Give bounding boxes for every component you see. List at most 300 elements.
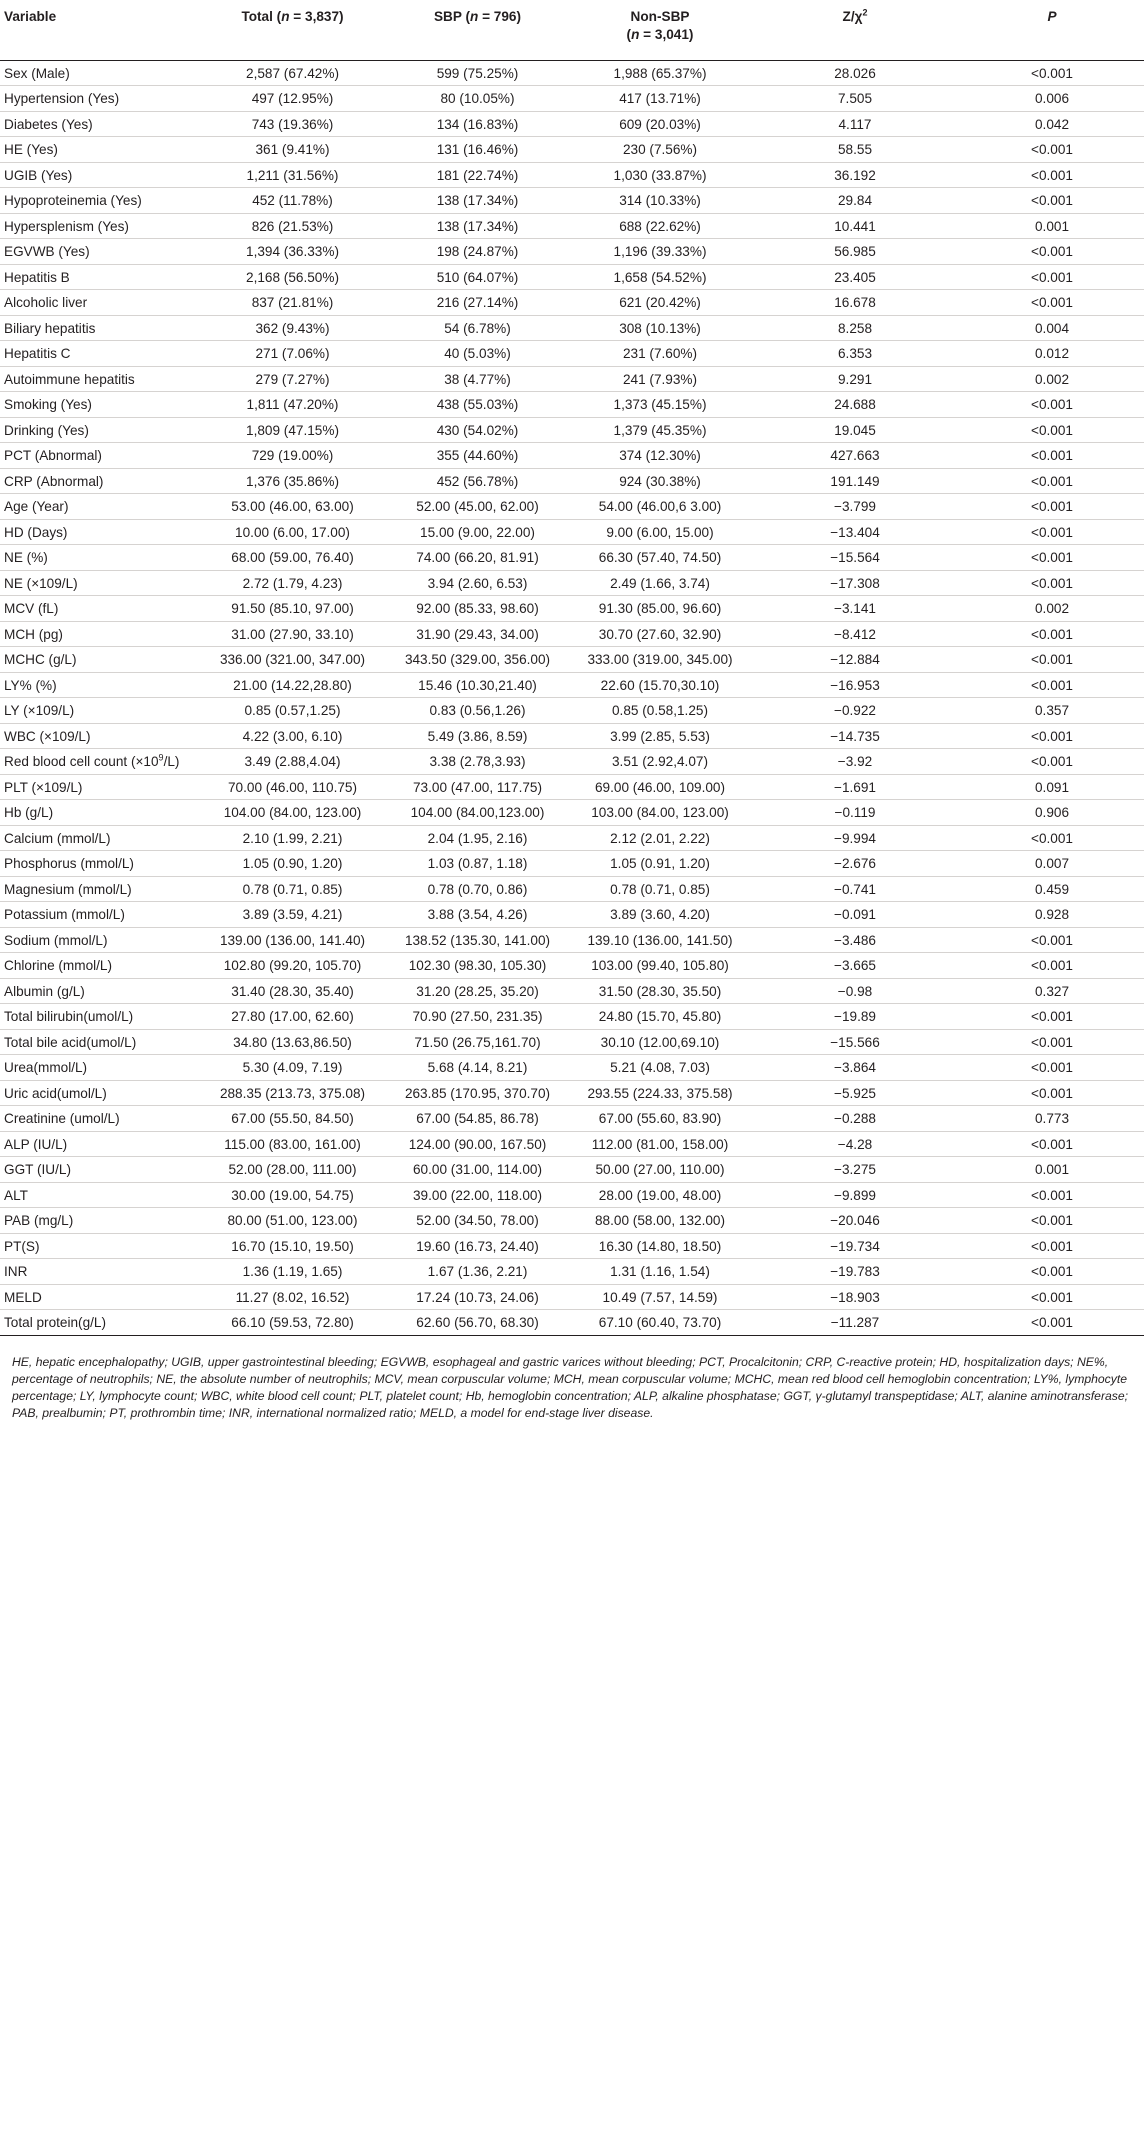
- cell-total: 271 (7.06%): [200, 341, 385, 367]
- cell-statistic: 4.117: [750, 111, 960, 137]
- cell-statistic: 9.291: [750, 366, 960, 392]
- cell-sbp: 80 (10.05%): [385, 86, 570, 112]
- cell-p-value: 0.007: [960, 851, 1144, 877]
- cell-p-value: 0.042: [960, 111, 1144, 137]
- cell-non-sbp: 91.30 (85.00, 96.60): [570, 596, 750, 622]
- cell-statistic: −18.903: [750, 1284, 960, 1310]
- cell-total: 1,809 (47.15%): [200, 417, 385, 443]
- cell-total: 67.00 (55.50, 84.50): [200, 1106, 385, 1132]
- cell-variable: MELD: [0, 1284, 200, 1310]
- cell-non-sbp: 67.00 (55.60, 83.90): [570, 1106, 750, 1132]
- table-row: [0, 86, 1144, 112]
- cell-total: 1,811 (47.20%): [200, 392, 385, 418]
- table-row: [0, 264, 1144, 290]
- cell-p-value: 0.357: [960, 698, 1144, 724]
- cell-sbp: 138 (17.34%): [385, 213, 570, 239]
- cell-statistic: 7.505: [750, 86, 960, 112]
- table-row: [0, 851, 1144, 877]
- cell-p-value: <0.001: [960, 1182, 1144, 1208]
- cell-statistic: −17.308: [750, 570, 960, 596]
- cell-sbp: 0.78 (0.70, 0.86): [385, 876, 570, 902]
- cell-variable: CRP (Abnormal): [0, 468, 200, 494]
- cell-p-value: <0.001: [960, 417, 1144, 443]
- cell-statistic: −3.665: [750, 953, 960, 979]
- table-row: [0, 723, 1144, 749]
- cell-sbp: 92.00 (85.33, 98.60): [385, 596, 570, 622]
- cell-statistic: −0.98: [750, 978, 960, 1004]
- cell-non-sbp: 0.85 (0.58,1.25): [570, 698, 750, 724]
- cell-total: 279 (7.27%): [200, 366, 385, 392]
- cell-variable: Urea(mmol/L): [0, 1055, 200, 1081]
- cell-p-value: <0.001: [960, 672, 1144, 698]
- cell-variable: EGVWB (Yes): [0, 239, 200, 265]
- cell-non-sbp: 54.00 (46.00,6 3.00): [570, 494, 750, 520]
- table-row: [0, 137, 1144, 163]
- cell-total: 91.50 (85.10, 97.00): [200, 596, 385, 622]
- table-row: [0, 953, 1144, 979]
- cell-p-value: 0.459: [960, 876, 1144, 902]
- cell-non-sbp: 69.00 (46.00, 109.00): [570, 774, 750, 800]
- cell-total: 102.80 (99.20, 105.70): [200, 953, 385, 979]
- cell-sbp: 343.50 (329.00, 356.00): [385, 647, 570, 673]
- cell-statistic: −12.884: [750, 647, 960, 673]
- table-row: [0, 1259, 1144, 1285]
- cell-p-value: <0.001: [960, 1131, 1144, 1157]
- cell-sbp: 1.03 (0.87, 1.18): [385, 851, 570, 877]
- cell-variable: Hepatitis B: [0, 264, 200, 290]
- cell-statistic: −19.783: [750, 1259, 960, 1285]
- table-row: [0, 366, 1144, 392]
- cell-statistic: 6.353: [750, 341, 960, 367]
- table-row: [0, 927, 1144, 953]
- cell-variable: Hb (g/L): [0, 800, 200, 826]
- cell-non-sbp: 9.00 (6.00, 15.00): [570, 519, 750, 545]
- cell-p-value: <0.001: [960, 188, 1144, 214]
- cell-p-value: <0.001: [960, 621, 1144, 647]
- cell-sbp: 54 (6.78%): [385, 315, 570, 341]
- cell-variable: Hepatitis C: [0, 341, 200, 367]
- cell-total: 1,376 (35.86%): [200, 468, 385, 494]
- cell-total: 30.00 (19.00, 54.75): [200, 1182, 385, 1208]
- cell-sbp: 73.00 (47.00, 117.75): [385, 774, 570, 800]
- cell-non-sbp: 621 (20.42%): [570, 290, 750, 316]
- cell-sbp: 438 (55.03%): [385, 392, 570, 418]
- cell-variable: Hypoproteinemia (Yes): [0, 188, 200, 214]
- table-row: [0, 1233, 1144, 1259]
- table-row: [0, 468, 1144, 494]
- cell-non-sbp: 30.70 (27.60, 32.90): [570, 621, 750, 647]
- cell-total: 80.00 (51.00, 123.00): [200, 1208, 385, 1234]
- cell-sbp: 102.30 (98.30, 105.30): [385, 953, 570, 979]
- cell-statistic: −0.922: [750, 698, 960, 724]
- cell-statistic: −0.741: [750, 876, 960, 902]
- cell-sbp: 198 (24.87%): [385, 239, 570, 265]
- cell-variable: HD (Days): [0, 519, 200, 545]
- cell-statistic: −0.119: [750, 800, 960, 826]
- header-total: Total (n = 3,837): [200, 0, 385, 60]
- table-row: [0, 672, 1144, 698]
- table-row: [0, 1080, 1144, 1106]
- cell-total: 452 (11.78%): [200, 188, 385, 214]
- cell-total: 826 (21.53%): [200, 213, 385, 239]
- table-row: [0, 1284, 1144, 1310]
- cell-non-sbp: 67.10 (60.40, 73.70): [570, 1310, 750, 1336]
- cell-statistic: 191.149: [750, 468, 960, 494]
- cell-sbp: 0.83 (0.56,1.26): [385, 698, 570, 724]
- cell-variable: Diabetes (Yes): [0, 111, 200, 137]
- cell-non-sbp: 1,658 (54.52%): [570, 264, 750, 290]
- cell-statistic: −3.92: [750, 749, 960, 775]
- table-row: [0, 341, 1144, 367]
- cell-p-value: 0.012: [960, 341, 1144, 367]
- cell-sbp: 452 (56.78%): [385, 468, 570, 494]
- table-row: [0, 570, 1144, 596]
- cell-sbp: 52.00 (34.50, 78.00): [385, 1208, 570, 1234]
- cell-p-value: <0.001: [960, 1284, 1144, 1310]
- cell-sbp: 5.68 (4.14, 8.21): [385, 1055, 570, 1081]
- cell-p-value: 0.906: [960, 800, 1144, 826]
- table-row: [0, 647, 1144, 673]
- cell-non-sbp: 24.80 (15.70, 45.80): [570, 1004, 750, 1030]
- cell-total: 361 (9.41%): [200, 137, 385, 163]
- cell-p-value: 0.928: [960, 902, 1144, 928]
- cell-statistic: −15.566: [750, 1029, 960, 1055]
- cell-p-value: 0.001: [960, 213, 1144, 239]
- cell-non-sbp: 1,196 (39.33%): [570, 239, 750, 265]
- cell-sbp: 131 (16.46%): [385, 137, 570, 163]
- cell-sbp: 124.00 (90.00, 167.50): [385, 1131, 570, 1157]
- table-row: [0, 902, 1144, 928]
- cell-variable: NE (%): [0, 545, 200, 571]
- table-row: [0, 239, 1144, 265]
- cell-statistic: 58.55: [750, 137, 960, 163]
- table-row: [0, 315, 1144, 341]
- cell-sbp: 134 (16.83%): [385, 111, 570, 137]
- cell-statistic: −3.864: [750, 1055, 960, 1081]
- table-row: [0, 774, 1144, 800]
- cell-total: 21.00 (14.22,28.80): [200, 672, 385, 698]
- cell-sbp: 5.49 (3.86, 8.59): [385, 723, 570, 749]
- cell-variable: Albumin (g/L): [0, 978, 200, 1004]
- table-row: [0, 1182, 1144, 1208]
- cell-non-sbp: 3.89 (3.60, 4.20): [570, 902, 750, 928]
- cell-total: 16.70 (15.10, 19.50): [200, 1233, 385, 1259]
- cell-statistic: −13.404: [750, 519, 960, 545]
- cell-p-value: <0.001: [960, 1233, 1144, 1259]
- cell-sbp: 138.52 (135.30, 141.00): [385, 927, 570, 953]
- cell-non-sbp: 230 (7.56%): [570, 137, 750, 163]
- table-header: [0, 0, 1144, 60]
- cell-sbp: 355 (44.60%): [385, 443, 570, 469]
- cell-sbp: 3.94 (2.60, 6.53): [385, 570, 570, 596]
- cell-non-sbp: 139.10 (136.00, 141.50): [570, 927, 750, 953]
- cell-variable: Sodium (mmol/L): [0, 927, 200, 953]
- cell-sbp: 31.20 (28.25, 35.20): [385, 978, 570, 1004]
- table-row: [0, 60, 1144, 86]
- cell-variable: Age (Year): [0, 494, 200, 520]
- table-row: [0, 417, 1144, 443]
- cell-sbp: 17.24 (10.73, 24.06): [385, 1284, 570, 1310]
- cell-variable: NE (×109/L): [0, 570, 200, 596]
- cell-p-value: 0.004: [960, 315, 1144, 341]
- cell-sbp: 510 (64.07%): [385, 264, 570, 290]
- cell-variable: Smoking (Yes): [0, 392, 200, 418]
- cell-statistic: −19.734: [750, 1233, 960, 1259]
- table-footnote: HE, hepatic encephalopathy; UGIB, upper gastrointestinal bleeding; EGVWB, esophageal and gastric varices without bleeding; PCT, Procalcitonin; CRP, C-reactive protein; HD, hospitalization days; NE%, percentage of neutrophils; NE, the absolute number of neutrophils; MCV, mean corpuscular volume; MCH, mean corpuscular volume; MCHC, mean red blood cell hemoglobin concentration; LY%, lymphocyte percentage; LY, lymphocyte count; WBC, white blood cell count; PLT, platelet count; Hb, hemoglobin concentration; ALP, alkaline phosphatase; GGT, γ-glutamyl transpeptidase; ALT, alanine aminotransferase; PAB, prealbumin; PT, prothrombin time; INR, international normalized ratio; MELD, a model for end-stage liver disease.: [12, 1354, 1129, 1420]
- cell-statistic: −0.288: [750, 1106, 960, 1132]
- cell-statistic: −9.899: [750, 1182, 960, 1208]
- cell-sbp: 71.50 (26.75,161.70): [385, 1029, 570, 1055]
- cell-variable: HE (Yes): [0, 137, 200, 163]
- cell-sbp: 38 (4.77%): [385, 366, 570, 392]
- cell-non-sbp: 5.21 (4.08, 7.03): [570, 1055, 750, 1081]
- cell-variable: LY (×109/L): [0, 698, 200, 724]
- cell-statistic: 23.405: [750, 264, 960, 290]
- cell-variable: WBC (×109/L): [0, 723, 200, 749]
- cell-variable: PAB (mg/L): [0, 1208, 200, 1234]
- cell-sbp: 181 (22.74%): [385, 162, 570, 188]
- cell-variable: Phosphorus (mmol/L): [0, 851, 200, 877]
- table-row: [0, 825, 1144, 851]
- cell-p-value: <0.001: [960, 953, 1144, 979]
- table-row: [0, 1106, 1144, 1132]
- cell-sbp: 599 (75.25%): [385, 60, 570, 86]
- table-row: [0, 1029, 1144, 1055]
- cell-p-value: <0.001: [960, 1208, 1144, 1234]
- cell-p-value: <0.001: [960, 494, 1144, 520]
- cell-variable: Total bile acid(umol/L): [0, 1029, 200, 1055]
- cell-sbp: 39.00 (22.00, 118.00): [385, 1182, 570, 1208]
- cell-variable: INR: [0, 1259, 200, 1285]
- cell-p-value: <0.001: [960, 239, 1144, 265]
- cell-non-sbp: 688 (22.62%): [570, 213, 750, 239]
- cell-sbp: 15.46 (10.30,21.40): [385, 672, 570, 698]
- table-row: [0, 111, 1144, 137]
- cell-total: 4.22 (3.00, 6.10): [200, 723, 385, 749]
- cell-total: 362 (9.43%): [200, 315, 385, 341]
- table-row: [0, 213, 1144, 239]
- cell-non-sbp: 103.00 (84.00, 123.00): [570, 800, 750, 826]
- cell-statistic: −19.89: [750, 1004, 960, 1030]
- cell-sbp: 138 (17.34%): [385, 188, 570, 214]
- cell-non-sbp: 3.99 (2.85, 5.53): [570, 723, 750, 749]
- cell-variable: Total bilirubin(umol/L): [0, 1004, 200, 1030]
- cell-non-sbp: 10.49 (7.57, 14.59): [570, 1284, 750, 1310]
- cell-total: 31.40 (28.30, 35.40): [200, 978, 385, 1004]
- cell-p-value: <0.001: [960, 60, 1144, 86]
- header-sbp: SBP (n = 796): [385, 0, 570, 60]
- cell-non-sbp: 31.50 (28.30, 35.50): [570, 978, 750, 1004]
- header-p-value: P: [960, 0, 1144, 60]
- cell-sbp: 216 (27.14%): [385, 290, 570, 316]
- cell-sbp: 104.00 (84.00,123.00): [385, 800, 570, 826]
- cell-variable: Uric acid(umol/L): [0, 1080, 200, 1106]
- table-row: [0, 1055, 1144, 1081]
- cell-total: 66.10 (59.53, 72.80): [200, 1310, 385, 1336]
- cell-statistic: −4.28: [750, 1131, 960, 1157]
- cell-total: 31.00 (27.90, 33.10): [200, 621, 385, 647]
- table-row: [0, 698, 1144, 724]
- cell-statistic: −1.691: [750, 774, 960, 800]
- table-row: [0, 545, 1144, 571]
- cell-p-value: <0.001: [960, 1259, 1144, 1285]
- cell-non-sbp: 0.78 (0.71, 0.85): [570, 876, 750, 902]
- table-row: [0, 876, 1144, 902]
- cell-p-value: <0.001: [960, 825, 1144, 851]
- cell-non-sbp: 66.30 (57.40, 74.50): [570, 545, 750, 571]
- cell-sbp: 1.67 (1.36, 2.21): [385, 1259, 570, 1285]
- cell-variable: Hypersplenism (Yes): [0, 213, 200, 239]
- cell-statistic: 56.985: [750, 239, 960, 265]
- cell-total: 34.80 (13.63,86.50): [200, 1029, 385, 1055]
- table-row: [0, 162, 1144, 188]
- table-row: [0, 1310, 1144, 1336]
- cell-total: 11.27 (8.02, 16.52): [200, 1284, 385, 1310]
- cell-total: 2,168 (56.50%): [200, 264, 385, 290]
- cell-total: 68.00 (59.00, 76.40): [200, 545, 385, 571]
- cell-variable: UGIB (Yes): [0, 162, 200, 188]
- cell-total: 1,394 (36.33%): [200, 239, 385, 265]
- cell-non-sbp: 16.30 (14.80, 18.50): [570, 1233, 750, 1259]
- cell-non-sbp: 333.00 (319.00, 345.00): [570, 647, 750, 673]
- cell-sbp: 40 (5.03%): [385, 341, 570, 367]
- cell-variable: Alcoholic liver: [0, 290, 200, 316]
- cell-variable: Magnesium (mmol/L): [0, 876, 200, 902]
- cell-total: 3.89 (3.59, 4.21): [200, 902, 385, 928]
- cell-non-sbp: 1,373 (45.15%): [570, 392, 750, 418]
- cell-variable: Potassium (mmol/L): [0, 902, 200, 928]
- cell-non-sbp: 22.60 (15.70,30.10): [570, 672, 750, 698]
- cell-statistic: 29.84: [750, 188, 960, 214]
- cell-p-value: 0.327: [960, 978, 1144, 1004]
- cell-p-value: <0.001: [960, 519, 1144, 545]
- cell-statistic: −15.564: [750, 545, 960, 571]
- cell-p-value: <0.001: [960, 290, 1144, 316]
- cell-statistic: −5.925: [750, 1080, 960, 1106]
- cell-sbp: 67.00 (54.85, 86.78): [385, 1106, 570, 1132]
- cell-non-sbp: 112.00 (81.00, 158.00): [570, 1131, 750, 1157]
- cell-statistic: 427.663: [750, 443, 960, 469]
- cell-variable: Calcium (mmol/L): [0, 825, 200, 851]
- cell-total: 52.00 (28.00, 111.00): [200, 1157, 385, 1183]
- cell-non-sbp: 2.12 (2.01, 2.22): [570, 825, 750, 851]
- cell-p-value: <0.001: [960, 1004, 1144, 1030]
- cell-statistic: −16.953: [750, 672, 960, 698]
- cell-p-value: 0.002: [960, 596, 1144, 622]
- cell-non-sbp: 50.00 (27.00, 110.00): [570, 1157, 750, 1183]
- cell-p-value: <0.001: [960, 570, 1144, 596]
- cell-p-value: 0.002: [960, 366, 1144, 392]
- cell-statistic: −8.412: [750, 621, 960, 647]
- cell-non-sbp: 3.51 (2.92,4.07): [570, 749, 750, 775]
- cell-variable: Biliary hepatitis: [0, 315, 200, 341]
- cell-variable: PCT (Abnormal): [0, 443, 200, 469]
- cell-variable: ALP (IU/L): [0, 1131, 200, 1157]
- cell-sbp: 62.60 (56.70, 68.30): [385, 1310, 570, 1336]
- header-statistic: $Z/\chi^2$: [750, 0, 960, 60]
- cell-total: 0.85 (0.57,1.25): [200, 698, 385, 724]
- cell-non-sbp: 308 (10.13%): [570, 315, 750, 341]
- cell-variable: Autoimmune hepatitis: [0, 366, 200, 392]
- cell-sbp: 19.60 (16.73, 24.40): [385, 1233, 570, 1259]
- cell-non-sbp: 1.05 (0.91, 1.20): [570, 851, 750, 877]
- cell-statistic: −3.275: [750, 1157, 960, 1183]
- cell-sbp: 263.85 (170.95, 370.70): [385, 1080, 570, 1106]
- cell-variable: MCHC (g/L): [0, 647, 200, 673]
- cell-variable: Creatinine (umol/L): [0, 1106, 200, 1132]
- cell-sbp: 70.90 (27.50, 231.35): [385, 1004, 570, 1030]
- cell-non-sbp: 314 (10.33%): [570, 188, 750, 214]
- table-row: [0, 1157, 1144, 1183]
- cell-p-value: <0.001: [960, 137, 1144, 163]
- cell-non-sbp: 293.55 (224.33, 375.58): [570, 1080, 750, 1106]
- table-body: [0, 60, 1144, 1335]
- cell-non-sbp: 374 (12.30%): [570, 443, 750, 469]
- cell-sbp: 430 (54.02%): [385, 417, 570, 443]
- cell-non-sbp: 609 (20.03%): [570, 111, 750, 137]
- cell-non-sbp: 924 (30.38%): [570, 468, 750, 494]
- cell-total: 104.00 (84.00, 123.00): [200, 800, 385, 826]
- cell-statistic: −3.799: [750, 494, 960, 520]
- cell-statistic: 28.026: [750, 60, 960, 86]
- cell-statistic: −20.046: [750, 1208, 960, 1234]
- cell-p-value: <0.001: [960, 723, 1144, 749]
- cell-total: 70.00 (46.00, 110.75): [200, 774, 385, 800]
- table-row: [0, 1004, 1144, 1030]
- cell-variable: Sex (Male): [0, 60, 200, 86]
- cell-p-value: <0.001: [960, 264, 1144, 290]
- table-row: [0, 596, 1144, 622]
- cell-variable: LY% (%): [0, 672, 200, 698]
- cell-non-sbp: 1,988 (65.37%): [570, 60, 750, 86]
- cell-total: 27.80 (17.00, 62.60): [200, 1004, 385, 1030]
- cell-p-value: 0.006: [960, 86, 1144, 112]
- cell-statistic: −0.091: [750, 902, 960, 928]
- cell-non-sbp: 417 (13.71%): [570, 86, 750, 112]
- cell-total: 53.00 (46.00, 63.00): [200, 494, 385, 520]
- cell-total: 2.10 (1.99, 2.21): [200, 825, 385, 851]
- cell-statistic: −9.994: [750, 825, 960, 851]
- cell-statistic: −3.141: [750, 596, 960, 622]
- cell-statistic: −2.676: [750, 851, 960, 877]
- cell-total: 5.30 (4.09, 7.19): [200, 1055, 385, 1081]
- cell-total: 3.49 (2.88,4.04): [200, 749, 385, 775]
- cell-p-value: <0.001: [960, 443, 1144, 469]
- cell-statistic: −3.486: [750, 927, 960, 953]
- cell-non-sbp: 30.10 (12.00,69.10): [570, 1029, 750, 1055]
- cell-non-sbp: 103.00 (99.40, 105.80): [570, 953, 750, 979]
- cell-variable: Hypertension (Yes): [0, 86, 200, 112]
- cell-total: 1.05 (0.90, 1.20): [200, 851, 385, 877]
- cell-p-value: <0.001: [960, 927, 1144, 953]
- cell-non-sbp: 28.00 (19.00, 48.00): [570, 1182, 750, 1208]
- cell-p-value: 0.091: [960, 774, 1144, 800]
- cell-p-value: <0.001: [960, 1055, 1144, 1081]
- table-row: [0, 978, 1144, 1004]
- cell-non-sbp: 88.00 (58.00, 132.00): [570, 1208, 750, 1234]
- cell-total: 0.78 (0.71, 0.85): [200, 876, 385, 902]
- cell-total: 743 (19.36%): [200, 111, 385, 137]
- cell-variable: Total protein(g/L): [0, 1310, 200, 1336]
- cell-total: 336.00 (321.00, 347.00): [200, 647, 385, 673]
- cell-variable: MCH (pg): [0, 621, 200, 647]
- cell-statistic: 8.258: [750, 315, 960, 341]
- cell-sbp: 15.00 (9.00, 22.00): [385, 519, 570, 545]
- cell-total: 497 (12.95%): [200, 86, 385, 112]
- cell-p-value: <0.001: [960, 1029, 1144, 1055]
- cell-non-sbp: 231 (7.60%): [570, 341, 750, 367]
- cell-non-sbp: 241 (7.93%): [570, 366, 750, 392]
